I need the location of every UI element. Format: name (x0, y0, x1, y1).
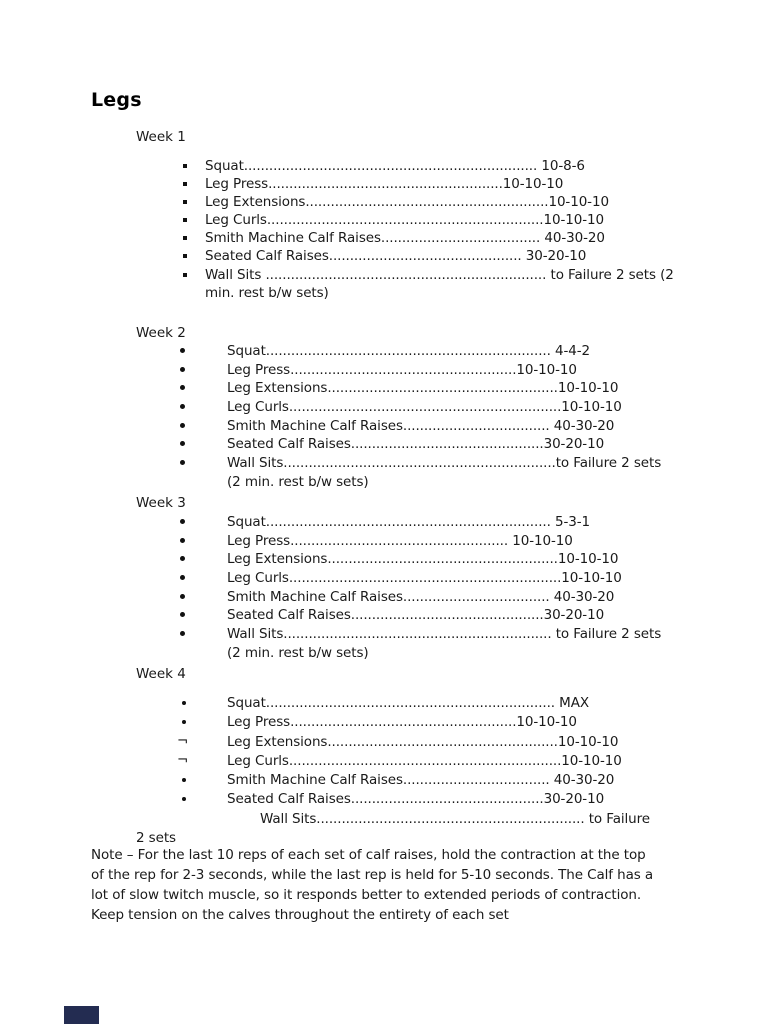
week-label: Week 2 (136, 325, 186, 341)
next-page-corner (64, 1006, 99, 1024)
list-item (0, 714, 768, 733)
list-item (0, 791, 768, 810)
bullet-icon (183, 218, 187, 222)
exercise-text: Leg Press.................................................... 10-10-10 (227, 532, 573, 549)
bullet-icon (180, 385, 185, 390)
exercise-text: (2 min. rest b/w sets) (227, 473, 369, 490)
exercise-text: Wall Sits................................................................ to Failure 2 sets (227, 626, 662, 643)
exercise-text: Seated Calf Raises.............................................. 30-20-10 (205, 248, 587, 265)
exercise-text: Leg Press......................................................10-10-10 (227, 361, 577, 378)
exercise-text: 2 sets (136, 830, 176, 847)
bullet-icon (180, 575, 185, 580)
list-item (0, 362, 768, 381)
exercise-text: Wall Sits.................................................................to Failure 2 sets (227, 455, 662, 472)
page-title: Legs (91, 89, 142, 111)
not-sign-icon: ¬ (177, 751, 189, 768)
list-item (0, 753, 768, 772)
list-item (0, 418, 768, 437)
exercise-text: Wall Sits................................................................ to Failure (260, 810, 650, 827)
exercise-list (0, 343, 768, 493)
bullet-icon (180, 367, 185, 372)
note-line: of the rep for 2-3 seconds, while the last rep is held for 5-10 seconds. The Calf has a (91, 867, 654, 883)
list-item (0, 695, 768, 714)
list-item (0, 734, 768, 753)
list-item (0, 811, 768, 830)
list-item (0, 533, 768, 552)
exercise-text: Leg Extensions..........................................................10-10-10 (205, 194, 609, 211)
bullet-icon (180, 441, 185, 446)
list-item (0, 436, 768, 455)
week-label: Week 1 (136, 129, 186, 145)
list-item (0, 772, 768, 791)
not-sign-icon: ¬ (177, 732, 189, 749)
exercise-text: Seated Calf Raises..............................................30-20-10 (227, 607, 605, 624)
list-item (0, 607, 768, 626)
bullet-icon (180, 348, 185, 353)
week-label: Week 4 (136, 666, 186, 682)
bullet-icon (182, 797, 186, 801)
exercise-text: Leg Curls..................................................................10-10-10 (205, 212, 604, 229)
note (91, 845, 711, 925)
list-item (0, 176, 768, 194)
bullet-icon (183, 200, 187, 204)
exercise-text: Squat...................................................................... 10-8-6 (205, 158, 585, 174)
exercise-text: Leg Extensions.......................................................10-10-10 (227, 733, 619, 750)
exercise-list (0, 158, 768, 303)
list-item (0, 248, 768, 266)
exercise-text: Seated Calf Raises..............................................30-20-10 (227, 791, 605, 808)
list-item (0, 551, 768, 570)
exercise-text: (2 min. rest b/w sets) (227, 644, 369, 661)
bullet-icon (180, 556, 185, 561)
exercise-text: Leg Press........................................................10-10-10 (205, 176, 564, 193)
bullet-icon (180, 594, 185, 599)
list-item (0, 285, 768, 303)
exercise-text: Smith Machine Calf Raises................................... 40-30-20 (227, 588, 615, 605)
exercise-text: Smith Machine Calf Raises...................................... 40-30-20 (205, 230, 605, 247)
exercise-text: Smith Machine Calf Raises................................... 40-30-20 (227, 417, 615, 434)
list-item (0, 589, 768, 608)
bullet-icon (180, 612, 185, 617)
exercise-text: Smith Machine Calf Raises................................... 40-30-20 (227, 772, 615, 789)
exercise-text: min. rest b/w sets) (205, 284, 329, 301)
list-item (0, 380, 768, 399)
note-line: Note – For the last 10 reps of each set of calf raises, hold the contraction at the top (91, 847, 646, 863)
list-item (0, 455, 768, 474)
list-item (0, 399, 768, 418)
list-item (0, 194, 768, 212)
list-item (0, 158, 768, 176)
bullet-icon (180, 460, 185, 465)
exercise-text: Wall Sits ................................................................... to Failure 2 sets (2 (205, 266, 674, 283)
note-line: Keep tension on the calves throughout the entirety of each set (91, 907, 509, 923)
exercise-list (0, 514, 768, 664)
bullet-icon (183, 254, 187, 258)
bullet-icon (183, 273, 187, 277)
list-item (0, 570, 768, 589)
bullet-icon (180, 404, 185, 409)
list-item (0, 645, 768, 664)
list-item (0, 212, 768, 230)
list-item (0, 343, 768, 362)
list-item (0, 626, 768, 645)
bullet-icon (180, 538, 185, 543)
exercise-text: Leg Press......................................................10-10-10 (227, 714, 577, 731)
bullet-icon (183, 164, 187, 168)
exercise-list (0, 695, 768, 849)
exercise-text: Leg Curls.................................................................10-10-10 (227, 752, 622, 769)
exercise-text: Squat.................................................................... 4-4-2 (227, 343, 590, 359)
exercise-text: Squat.................................................................... 5-3-1 (227, 514, 590, 530)
exercise-text: Seated Calf Raises..............................................30-20-10 (227, 436, 605, 453)
week-label: Week 3 (136, 495, 186, 511)
exercise-text: Leg Extensions.......................................................10-10-10 (227, 551, 619, 568)
bullet-icon (180, 519, 185, 524)
bullet-icon (183, 182, 187, 186)
bullet-icon (182, 778, 186, 782)
exercise-text: Leg Extensions.......................................................10-10-10 (227, 380, 619, 397)
exercise-text: Leg Curls.................................................................10-10-10 (227, 399, 622, 416)
bullet-icon (183, 236, 187, 240)
exercise-text: Leg Curls.................................................................10-10-10 (227, 570, 622, 587)
exercise-text: Squat..................................................................... MAX (227, 695, 589, 711)
list-item (0, 230, 768, 248)
list-item (0, 474, 768, 493)
list-item (0, 514, 768, 533)
bullet-icon (180, 423, 185, 428)
bullet-icon (182, 720, 186, 724)
bullet-icon (180, 631, 185, 636)
note-line: lot of slow twitch muscle, so it responds better to extended periods of contraction. (91, 887, 642, 903)
bullet-icon (182, 701, 186, 705)
list-item (0, 267, 768, 285)
